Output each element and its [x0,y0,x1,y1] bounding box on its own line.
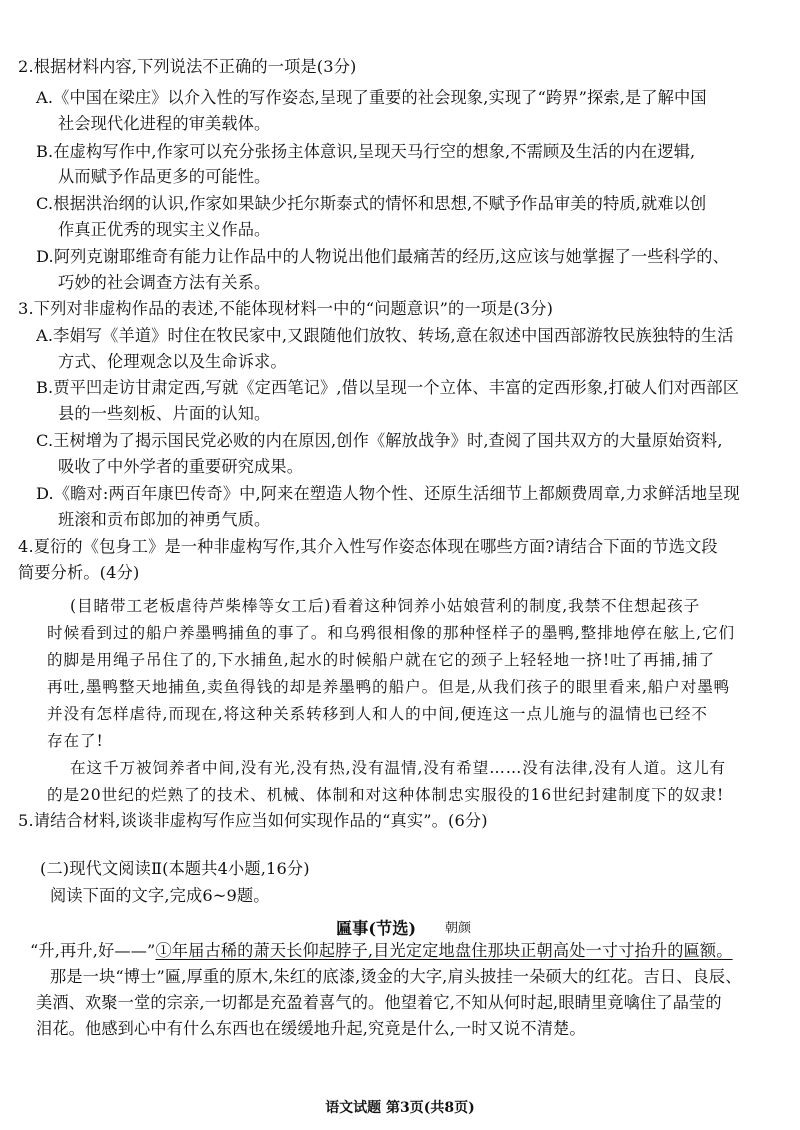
reading-instruction: 阅读下面的文字,完成6~9题。 [50,886,270,905]
article-line-3: 美酒、欢聚一堂的宗亲,一切都是充盈着喜气的。他望着它,不知从何时起,眼睛里竟噙住了晶莹的 [36,993,722,1012]
question-2-option-a-cont: 社会现代化进程的审美载体。 [58,114,271,133]
page-footer: 语文试题 第3页(共8页) [325,1100,475,1116]
question-2-option-c: C.根据洪治纲的认识,作家如果缺少托尔斯泰式的情怀和思想,不赋予作品审美的特质,就难以创 [36,194,707,213]
excerpt-paragraph-1-line-1: (目睹带工老板虐待芦柴棒等女工后)看着这种饲养小姑娘营利的制度,我禁不住想起孩子 [70,597,701,615]
question-3-option-b-cont: 县的一些刻板、片面的认知。 [58,404,271,423]
question-4-stem-cont: 简要分析。(4分) [18,563,140,582]
section-heading: (二)现代文阅读Ⅱ(本题共4小题,16分) [40,859,310,878]
excerpt-paragraph-1-line-3: 的脚是用绳子吊住了的,下水捕鱼,起水的时候船户就在它的颈子上轻轻地一挤!吐了再捕,捕了 [47,651,715,669]
question-2-stem: 2.根据材料内容,下列说法不正确的一项是(3分) [18,57,357,76]
excerpt-paragraph-1-line-2: 时候看到过的船户养墨鸭捕鱼的事了。和乌鸦很相像的那种怪样子的墨鸭,整排地停在舷上,它们 [47,624,735,642]
question-2-option-c-cont: 作真正优秀的现实主义作品。 [58,220,271,239]
article-title-line [0,915,800,938]
question-3-stem: 3.下列对非虚构作品的表述,不能体现材料一中的“问题意识”的一项是(3分) [18,299,554,318]
article-line-1 [30,941,733,961]
article-line-4: 泪花。他感到心中有什么东西也在缓缓地升起,究竟是什么,一时又说不清楚。 [36,1019,586,1038]
excerpt-paragraph-1-line-5: 并没有怎样虐待,而现在,将这种关系转移到人和人的中间,便连这一点儿施与的温情也已经不 [47,705,708,723]
question-2-option-d: D.阿列克谢耶维奇有能力让作品中的人物说出他们最痛苦的经历,这应该与她掌握了一些科学的、 [36,247,729,266]
question-5-stem: 5.请结合材料,谈谈非虚构写作应当如何实现作品的“真实”。(6分) [18,811,488,830]
question-2-option-b: B.在虚构写作中,作家可以充分张扬主体意识,呈现天马行空的想象,不需顾及生活的内在逻辑, [36,142,696,161]
question-3-option-a-cont: 方式、伦理观念以及生命诉求。 [58,352,287,371]
question-2-option-a: A.《中国在梁庄》以介入性的写作姿态,呈现了重要的社会现象,实现了“跨界”探索,是了解中国 [36,88,707,107]
question-3-option-d-cont: 班滚和贡布郎加的神勇气质。 [58,510,271,529]
excerpt-paragraph-2-line-2: 的是20世纪的烂熟了的技术、机械、体制和对这种体制忠实服役的16世纪封建制度下的奴隶! [47,786,725,804]
article-title: 匾事(节选) [336,919,417,938]
question-2-option-b-cont: 从而赋予作品更多的可能性。 [58,167,271,186]
question-3-option-a: A.李娟写《羊道》时住在牧民家中,又跟随他们放牧、转场,意在叙述中国西部游牧民族独特的生活 [36,326,734,345]
question-3-option-d: D.《瞻对:两百年康巴传奇》中,阿来在塑造人物个性、还原生活细节上都颇费周章,力求鲜活地呈现 [36,484,740,503]
article-line-1-underlined: ①年届古稀的萧天长仰起脖子,目光定定地盘住那块正朝高处一寸寸抬升的匾额。 [155,941,733,960]
article-line-1-quote: “升,再升,好——” [30,941,156,960]
question-3-option-c: C.王树增为了揭示国民党必败的内在原因,创作《解放战争》时,查阅了国共双方的大量原始资料, [36,431,723,450]
excerpt-paragraph-1-line-4: 再吐,墨鸭整天地捕鱼,卖鱼得钱的却是养墨鸭的船户。但是,从我们孩子的眼里看来,船户对墨鸭 [47,678,731,696]
excerpt-paragraph-1-line-6: 存在了! [47,732,104,750]
question-3-option-c-cont: 吸收了中外学者的重要研究成果。 [58,457,304,476]
article-author: 朝颜 [445,921,472,936]
excerpt-paragraph-2-line-1: 在这千万被饲养者中间,没有光,没有热,没有温情,没有希望……没有法律,没有人道。这儿有 [70,759,727,777]
question-3-option-b: B.贾平凹走访甘肃定西,写就《定西笔记》,借以呈现一个立体、丰富的定西形象,打破人们对西部区 [36,378,740,397]
question-4-stem: 4.夏衍的《包身工》是一种非虚构写作,其介入性写作姿态体现在哪些方面?请结合下面的节选文段 [18,537,718,556]
question-2-option-d-cont: 巧妙的社会调查方法有关系。 [58,273,271,292]
article-line-2: 那是一块“博士”匾,厚重的原木,朱红的底漆,烫金的大字,肩头披挂一朵硕大的红花。吉日、良辰、 [50,967,742,986]
